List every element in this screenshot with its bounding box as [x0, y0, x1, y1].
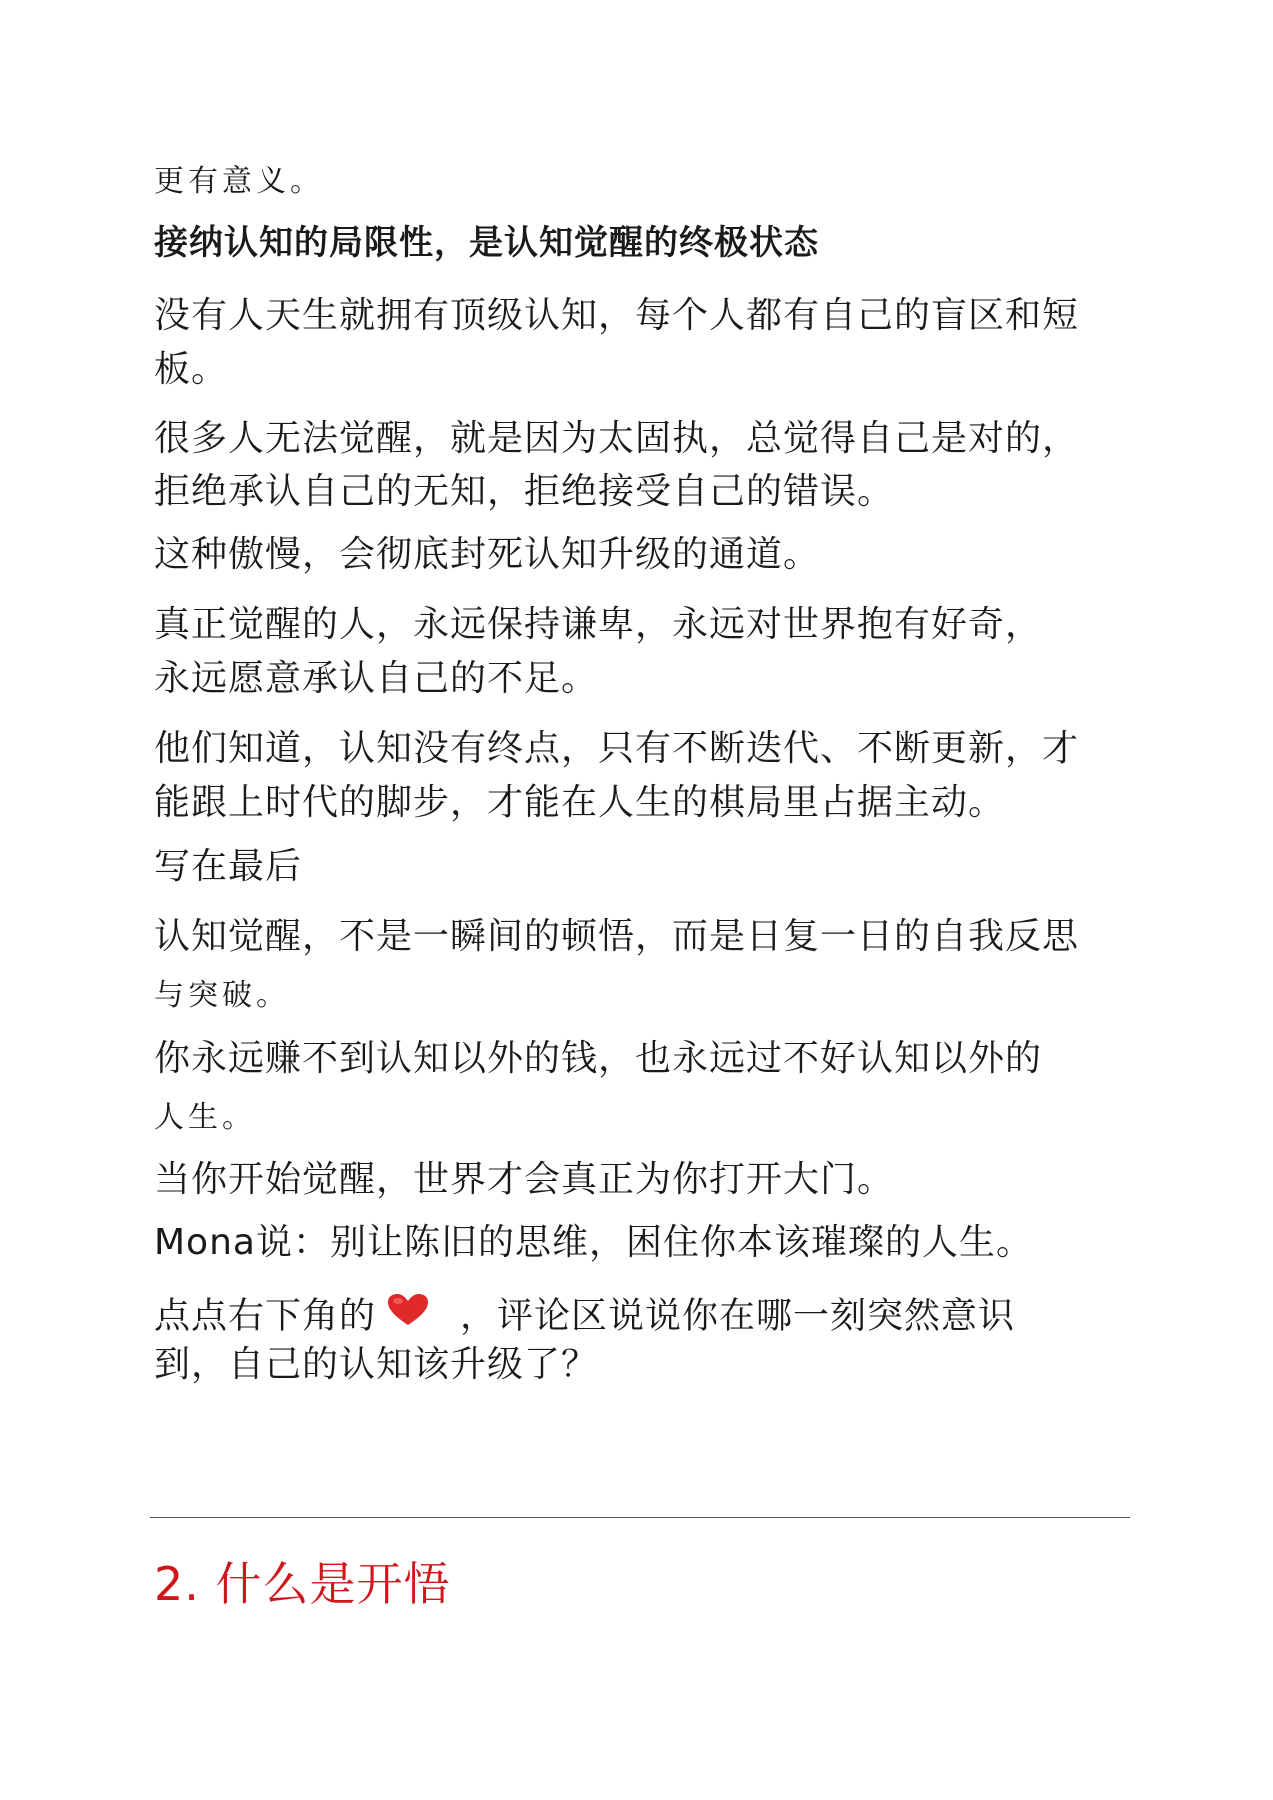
section-divider: [150, 1517, 1130, 1518]
paragraph-line: 人生。: [154, 1100, 256, 1135]
paragraph-line: 到，自己的认知该升级了？: [154, 1344, 599, 1385]
paragraph-line: 与突破。: [154, 978, 290, 1013]
paragraph-line: 他们知道，认知没有终点，只有不断迭代、不断更新，才: [154, 728, 1080, 769]
subheading: 接纳认知的局限性，是认知觉醒的终极状态: [154, 223, 819, 263]
paragraph-line: 永远愿意承认自己的不足。: [154, 658, 599, 699]
cta-text-after: ，评论区说说你在哪一刻突然意识: [460, 1295, 1016, 1337]
call-to-action-line: [154, 1293, 1015, 1342]
section-subtitle: 写在最后: [154, 846, 303, 887]
paragraph-line: 认知觉醒，不是一瞬间的顿悟，而是日复一日的自我反思: [154, 916, 1080, 957]
paragraph-line: Mona说：别让陈旧的思维，困住你本该璀璨的人生。: [154, 1222, 1033, 1263]
paragraph-line: 更有意义。: [154, 164, 324, 199]
paragraph-line: 能跟上时代的脚步，才能在人生的棋局里占据主动。: [154, 782, 1006, 823]
paragraph-line: 你永远赚不到认知以外的钱，也永远过不好认知以外的: [154, 1038, 1043, 1079]
heart-icon: [386, 1293, 430, 1336]
paragraph-line: 没有人天生就拥有顶级认知，每个人都有自己的盲区和短: [154, 295, 1080, 336]
paragraph-line: 当你开始觉醒，世界才会真正为你打开大门。: [154, 1159, 895, 1200]
paragraph-line: 拒绝承认自己的无知，拒绝接受自己的错误。: [154, 471, 895, 512]
cta-text-before: 点点右下角的: [154, 1295, 377, 1337]
paragraph-line: 板。: [154, 349, 229, 390]
paragraph-line: 很多人无法觉醒，就是因为太固执，总觉得自己是对的，: [154, 418, 1080, 459]
section-heading: 2. 什么是开悟: [154, 1557, 451, 1611]
paragraph-line: 真正觉醒的人，永远保持谦卑，永远对世界抱有好奇，: [154, 604, 1043, 645]
paragraph-line: 这种傲慢，会彻底封死认知升级的通道。: [154, 534, 821, 575]
